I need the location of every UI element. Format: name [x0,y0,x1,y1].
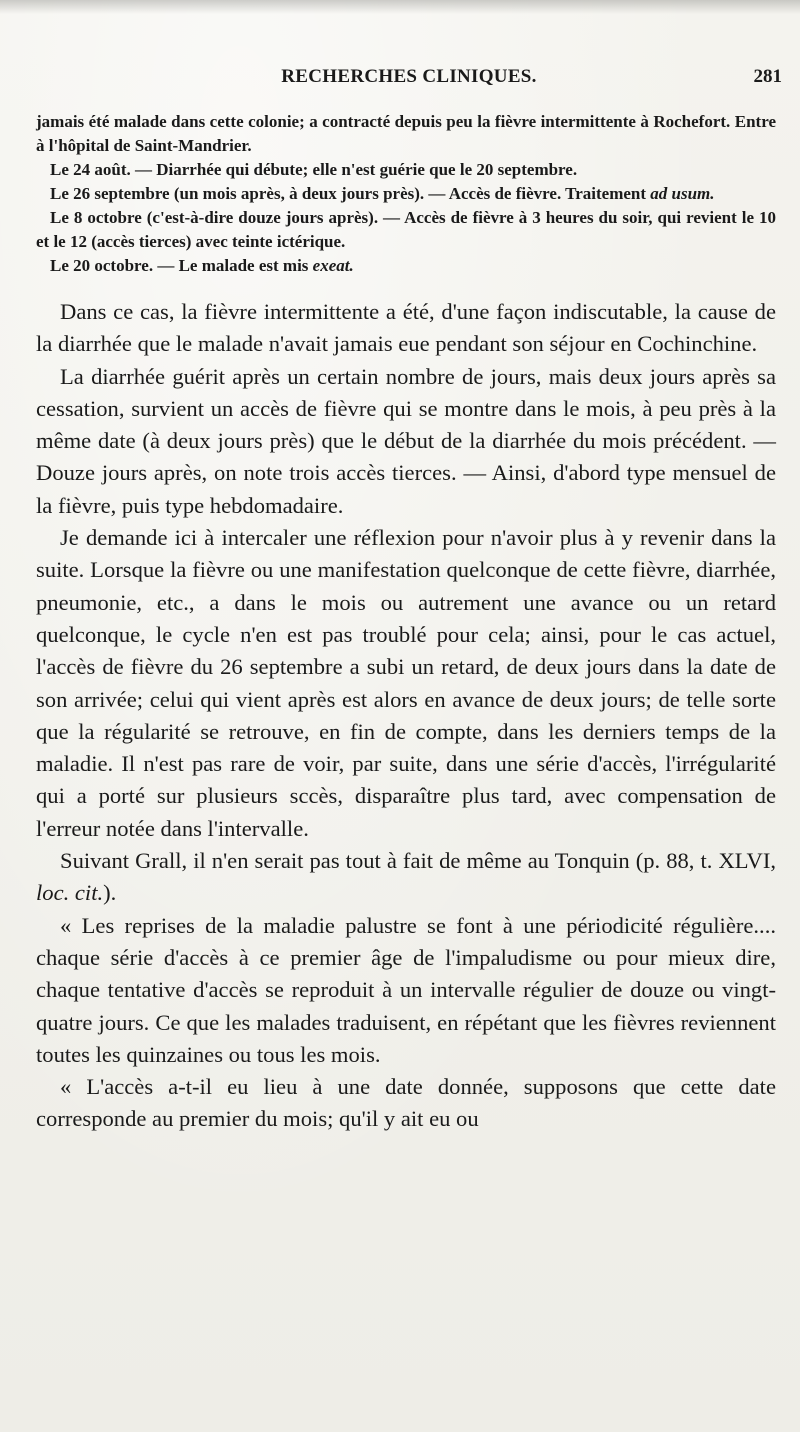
body-paragraph: « Les reprises de la maladie palustre se font à une périodicité régulière.... chaque série d'accès à ce premier âge de l'impaludisme ou pour mieux dire, chaque tentative d'accès se reproduit à un intervalle régulier de douze ou vingt-quatre jours. Ce que les malades traduisent, en répétant que les fièvres reviennent toutes les quinzaines ou tous les mois. [36,912,776,1067]
body-paragraph: Dans ce cas, la fièvre intermittente a été, d'une façon indiscutable, la cause de la diarrhée que le malade n'avait jamais eue pendant son séjour en Cochinchine. [36,299,776,357]
case-note-text: Le 20 octobre. — Le malade est mis [50,256,309,275]
citation-close: ). [103,880,117,906]
body-paragraph: La diarrhée guérit après un certain nombre de jours, mais deux jours après sa cessation, survient un accès de fièvre qui se montre dans le mois, à peu près à la même date (à deux jours près) que le début de la diarrhée du mois précédent. — Douze jours après, on note trois accès tierces. — Ainsi, d'abord type mensuel de la fièvre, puis type hebdomadaire. [36,363,776,518]
page-body [36,110,776,1136]
case-notes [36,110,776,278]
body-paragraph [36,845,776,910]
running-header [36,66,782,92]
case-note-paragraph: Le 8 octobre (c'est-à-dire douze jours après). — Accès de fièvre à 3 heures du soir, qui revient le 10 et le 12 (accès tierces) avec teinte ictérique. [36,208,776,251]
running-title: RECHERCHES CLINIQUES. [281,66,537,87]
case-note-text: Le 26 septembre (un mois après, à deux jours près). — Accès de fièvre. Traitement [50,184,647,203]
case-note-paragraph: Le 24 août. — Diarrhée qui débute; elle n'est guérie que le 20 septembre. [50,160,578,179]
body-paragraph: « L'accès a-t-il eu lieu à une date donnée, supposons que cette date corresponde au premier du mois; qu'il y ait eu ou [36,1074,776,1132]
page-number: 281 [753,66,782,87]
main-text [36,296,776,1136]
italic-term: exeat. [312,256,354,275]
case-note-paragraph [36,254,776,278]
italic-citation: loc. cit. [36,880,104,906]
case-note-paragraph [36,182,776,206]
italic-term: ad usum. [650,184,715,203]
case-note-paragraph: jamais été malade dans cette colonie; a contracté depuis peu la fièvre intermittente à Rochefort. Entre à l'hôpital de Saint-Mandrier. [36,112,776,155]
body-paragraph: Je demande ici à intercaler une réflexion pour n'avoir plus à y revenir dans la suite. Lorsque la fièvre ou une manifestation quelconque de cette fièvre, diarrhée, pneumonie, etc., a dans le mois ou autrement une avance ou un retard quelconque, le cycle n'en est pas troublé pour cela; ainsi, pour le cas actuel, l'accès de fièvre du 26 septembre a subi un retard, de deux jours dans la date de son arrivée; celui qui vient après est alors en avance de deux jours; de telle sorte que la régularité se retrouve, en fin de compte, dans les derniers temps de la maladie. Il n'est pas rare de voir, par suite, dans une série d'accès, l'irrégularité qui a porté sur plusieurs sccès, disparaître plus tard, avec compensation de l'erreur notée dans l'intervalle. [36,525,776,841]
body-text: Suivant Grall, il n'en serait pas tout à fait de même au Tonquin (p. 88, t. XLVI, [60,848,776,874]
scan-edge-shadow [0,0,800,14]
